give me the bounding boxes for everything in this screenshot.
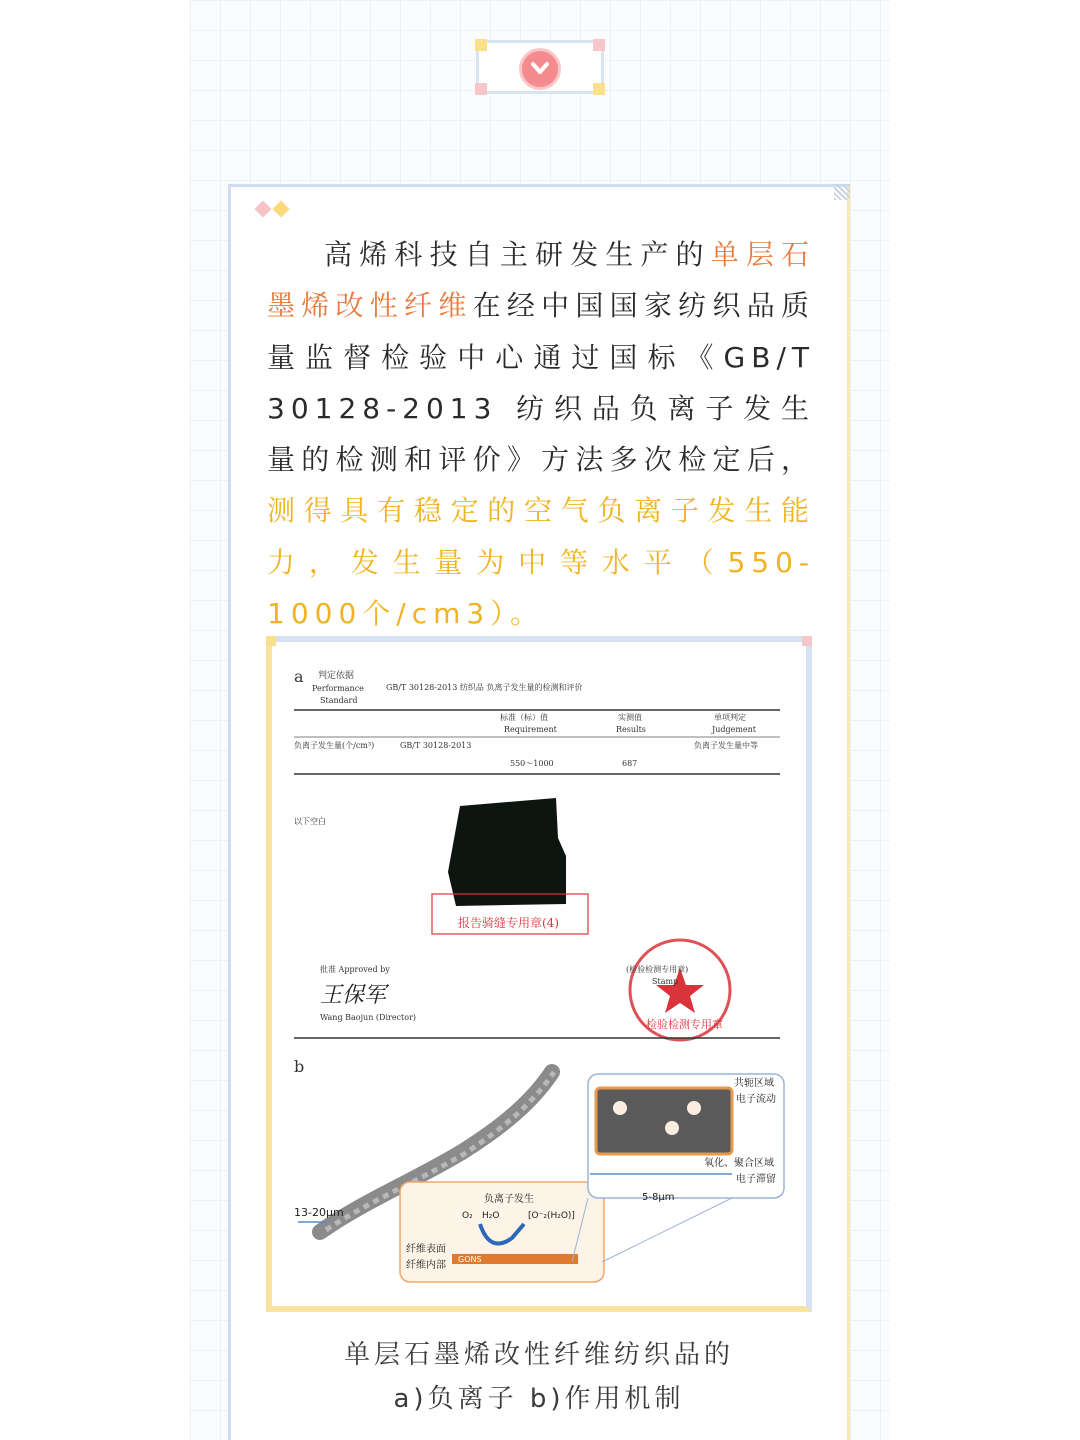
h2o-label: H₂O (482, 1211, 500, 1221)
figure-panel (266, 636, 812, 1312)
badge-corner (593, 83, 605, 95)
approved-label: 批准 Approved by (320, 965, 390, 974)
depth-label: 5-8μm (642, 1192, 675, 1203)
product-label: [O⁻₂(H₂O)] (528, 1211, 575, 1221)
seal-star-icon (656, 968, 704, 1013)
row-req: 550～1000 (510, 759, 554, 768)
approver-name: Wang Baojun (Director) (320, 1013, 417, 1022)
badge-corner (475, 39, 487, 51)
basis-cn: 判定依据 (318, 671, 355, 681)
figure-svg (272, 642, 806, 1306)
stamp-en: Stamp (652, 977, 679, 986)
signature: 王保军 (320, 983, 387, 1008)
chevron-down-icon (519, 48, 561, 90)
basis-en2: Standard (320, 696, 358, 705)
stamp-label: (检验检测专用章) (626, 965, 689, 974)
basis-en1: Performance (312, 684, 364, 693)
figure-corner (266, 636, 276, 646)
surface-label: 纤维表面 (406, 1244, 446, 1255)
connector-line (602, 1198, 732, 1262)
interior-label: 纤维内部 (406, 1260, 446, 1271)
panel-a-label: a (294, 667, 304, 686)
seam-stamp-text: 报告骑缝专用章(4) (458, 916, 559, 930)
row-res: 687 (622, 759, 638, 768)
diamond-decoration (257, 203, 287, 215)
diamond-icon (255, 201, 272, 218)
o2-label: O₂ (462, 1211, 473, 1221)
electron-stay-label: 电子滞留 (736, 1174, 776, 1185)
col-req-en: Requirement (504, 725, 557, 734)
col-res-cn: 实测值 (618, 713, 642, 722)
hatch-decoration (834, 184, 850, 200)
figure-corner (802, 636, 812, 646)
seal-bottom-text: 检验检测专用章 (646, 1018, 723, 1031)
gons-label: GONS (458, 1255, 482, 1264)
fabric-sample (448, 798, 566, 906)
conj-region-label: 共轭区域 (734, 1078, 774, 1089)
anion-title: 负离子发生 (484, 1194, 534, 1205)
col-judge-en: Judgement (712, 725, 757, 734)
top-badge (476, 40, 604, 94)
para-lead: 高烯科技自主研发生产的 (323, 238, 711, 271)
row-item: 负离子发生量(个/cm³) (294, 741, 375, 750)
row-std: GB/T 30128-2013 (400, 741, 472, 750)
badge-corner (593, 39, 605, 51)
width-label: 13-20μm (294, 1206, 344, 1219)
row-judge: 负离子发生量中等 (694, 741, 758, 750)
para-highlight-result: 测得具有稳定的空气负离子发生能力，发生量为中等水平（550-1000个/cm3）。 (267, 494, 815, 631)
electron-flow-label: 电子流动 (736, 1094, 776, 1105)
para-highlight-product: 单层石墨烯改性纤维 (267, 238, 815, 323)
ox-region-label: 氧化、聚合区域 (704, 1158, 774, 1169)
conjugated-dot (687, 1101, 701, 1115)
panel-b-label: b (294, 1057, 305, 1076)
blank-note: 以下空白 (294, 817, 326, 826)
conjugated-dot (665, 1121, 679, 1135)
diamond-icon (273, 201, 290, 218)
graphene-sheet (596, 1088, 732, 1154)
col-res-en: Results (616, 725, 646, 734)
standard-text: GB/T 30128-2013 纺织品 负离子发生量的检测和评价 (386, 683, 583, 692)
col-judge-cn: 单项判定 (714, 713, 746, 722)
col-req-cn: 标准（标）值 (500, 713, 548, 722)
badge-corner (475, 83, 487, 95)
caption-line2: a)负离子 b)作用机制 (393, 1384, 685, 1414)
intro-paragraph (267, 229, 815, 639)
conjugated-dot (613, 1101, 627, 1115)
caption-line1: 单层石墨烯改性纤维纺织品的 (343, 1340, 734, 1370)
para-middle: 在经中国国家纺织品质量监督检验中心通过国标《GB/T 30128-2013 纺织品负离子发生量的检测和评价》方法多次检定后， (267, 289, 815, 477)
